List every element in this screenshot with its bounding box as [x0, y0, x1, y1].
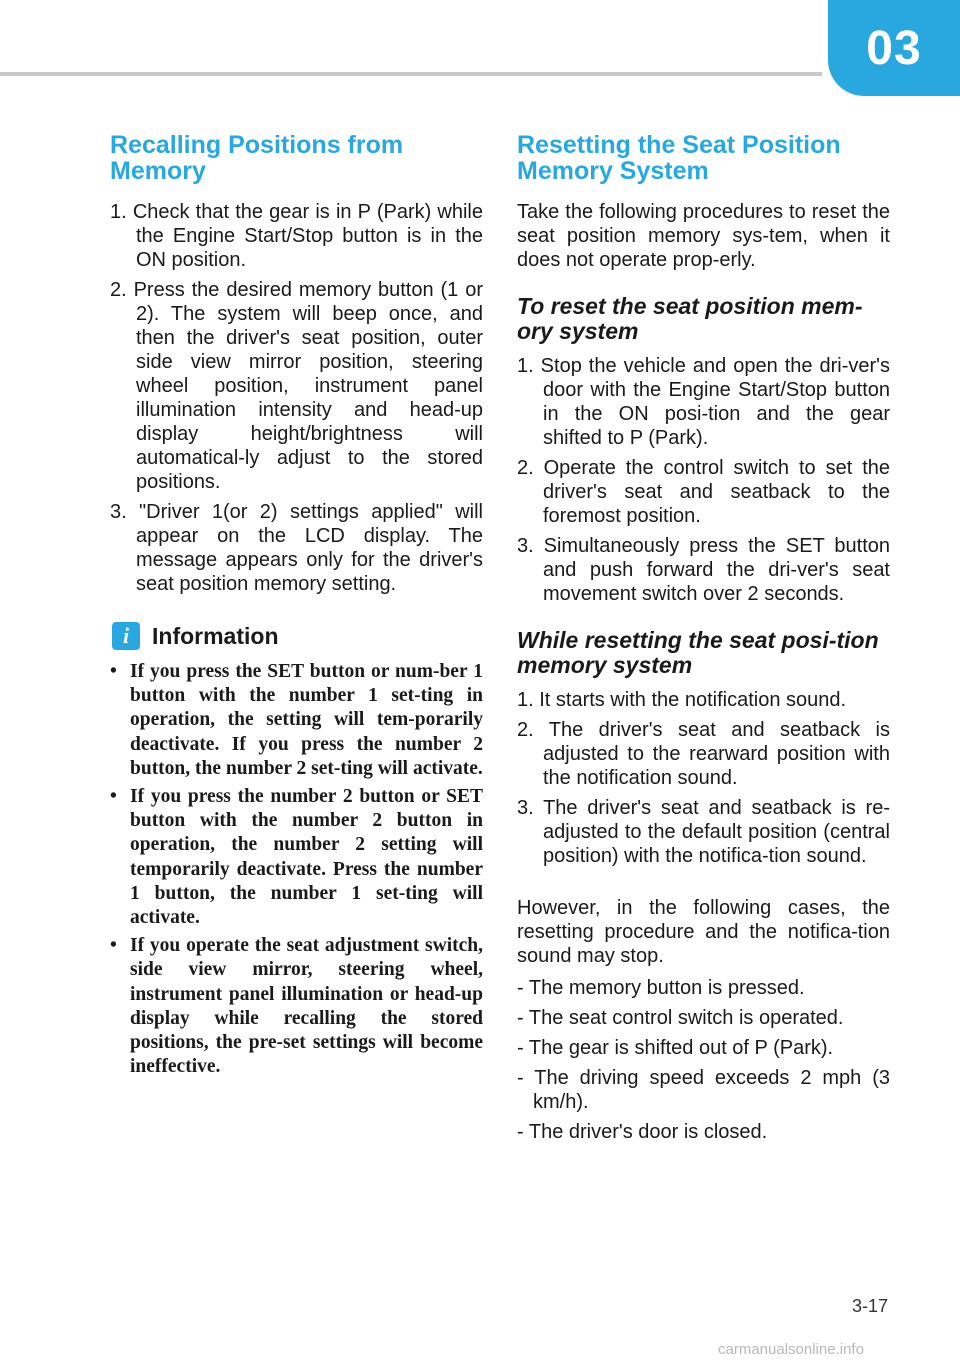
list-item: - The driver's door is closed. — [517, 1121, 768, 1143]
list-item: 1. It starts with the notification sound. — [517, 689, 847, 711]
header-rule — [0, 72, 822, 76]
stop-cases-list — [517, 976, 890, 1144]
list-item: • If you press the number 2 button or SET button with the number 2 button in operation, the number 2 setting will temporarily deactivate. Press the number 1 button, the number 1 set-ting will activate. — [110, 785, 483, 930]
subsection-title-reset: To reset the seat position mem-ory system — [517, 293, 863, 344]
section-title-resetting: Resetting the Seat Position Memory System — [517, 131, 841, 185]
while-steps — [517, 688, 890, 868]
information-list — [110, 660, 483, 1079]
page-number: 3-17 — [852, 1296, 889, 1316]
list-item: - The memory button is pressed. — [517, 977, 805, 999]
reset-intro: Take the following procedures to reset the seat position memory sys-tem, when it does not operate prop-erly. — [517, 201, 890, 271]
list-item: 2. Operate the control switch to set the driver's seat and seatback to the foremost position. — [517, 457, 890, 527]
list-item: • If you operate the seat adjustment switch, side view mirror, steering wheel, instrument panel illumination or head-up display while recalling the stored positions, the pre-set settings will become ineffective. — [110, 934, 483, 1079]
left-column — [110, 132, 483, 1083]
recall-steps — [110, 200, 483, 596]
list-item: - The gear is shifted out of P (Park). — [517, 1037, 834, 1059]
section-title-recalling: Recalling Positions from Memory — [110, 131, 404, 185]
list-item: 3. The driver's seat and seatback is re-adjusted to the default position (central position) with the notifica-tion sound. — [517, 797, 890, 867]
list-item: 3. Simultaneously press the SET button and push forward the dri-ver's seat movement switch over 2 seconds. — [517, 535, 890, 605]
list-item: 3. "Driver 1(or 2) settings applied" will appear on the LCD display. The message appears only for the driver's seat position memory setting. — [110, 501, 483, 595]
list-item: 2. Press the desired memory button (1 or 2). The system will beep once, and then the driver's seat position, outer side view mirror position, steering wheel position, instrument panel illumination intensity and head-up display height/brightness will automatical-ly adjust to the stored positions. — [110, 279, 483, 493]
info-icon: i — [112, 622, 140, 650]
right-column — [517, 132, 890, 1150]
watermark: carmanualsonline.info — [718, 1341, 864, 1358]
information-title: Information — [152, 622, 279, 649]
list-item: - The driving speed exceeds 2 mph (3 km/h). — [517, 1067, 890, 1113]
chapter-tab — [828, 0, 960, 96]
list-item: 1. Check that the gear is in P (Park) while the Engine Start/Stop button is in the ON position. — [110, 201, 483, 271]
information-header — [112, 622, 483, 650]
list-item: - The seat control switch is operated. — [517, 1007, 844, 1029]
spacer — [517, 874, 890, 896]
list-item: 1. Stop the vehicle and open the dri-ver's door with the Engine Start/Stop button in the ON posi-tion and the gear shifted to P (Park). — [517, 355, 890, 449]
however-paragraph: However, in the following cases, the resetting procedure and the notifica-tion sound may stop. — [517, 897, 890, 967]
list-item: 2. The driver's seat and seatback is adjusted to the rearward position with the notification sound. — [517, 719, 890, 789]
list-item: • If you press the SET button or num-ber 1 button with the number 1 set-ting in operation, the setting will tem-porarily deactivate. If you press the number 2 button, the number 2 set-ting will activate. — [110, 660, 483, 781]
chapter-number: 03 — [866, 21, 922, 75]
subsection-title-while: While resetting the seat posi-tion memory system — [517, 627, 879, 678]
reset-steps — [517, 354, 890, 606]
